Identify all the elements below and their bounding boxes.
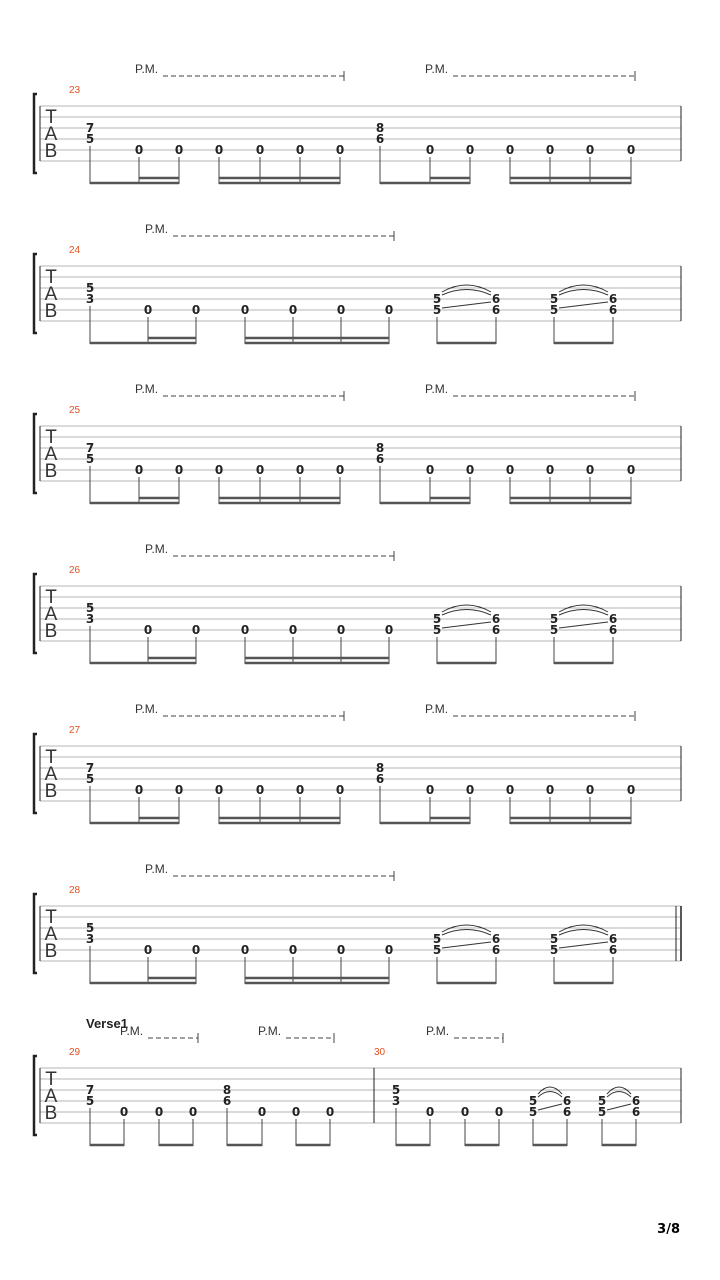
- fret-number: 0: [288, 943, 298, 957]
- bend-arc: [538, 1092, 562, 1098]
- palm-mute-label: P.M.: [145, 222, 169, 236]
- fret-number: 6: [375, 452, 385, 466]
- fret-number: 0: [335, 143, 345, 157]
- fret-number: 0: [255, 143, 265, 157]
- fret-number: 0: [585, 783, 595, 797]
- fret-number: 8: [375, 441, 385, 455]
- slide-line: [442, 622, 491, 628]
- measure-number: 26: [69, 565, 81, 576]
- fret-number: 0: [335, 783, 345, 797]
- fret-number: 6: [562, 1105, 572, 1119]
- fret-number: 0: [240, 943, 250, 957]
- fret-number: 6: [608, 303, 618, 317]
- fret-number: 8: [375, 761, 385, 775]
- system-bracket: [34, 254, 37, 333]
- tab-clef-letter: A: [44, 1086, 58, 1107]
- palm-mute-label: P.M.: [426, 1024, 450, 1038]
- tab-clef-letter: A: [44, 444, 58, 465]
- fret-number: 0: [336, 303, 346, 317]
- fret-number: 0: [143, 303, 153, 317]
- fret-number: 7: [85, 441, 95, 455]
- measure-number: 30: [374, 1047, 386, 1058]
- tab-clef-letter: T: [45, 427, 57, 448]
- fret-number: 0: [191, 303, 201, 317]
- fret-number: 0: [134, 463, 144, 477]
- fret-number: 0: [143, 623, 153, 637]
- tab-clef-letter: B: [44, 1103, 58, 1124]
- fret-number: 5: [85, 1094, 95, 1108]
- fret-number: 0: [460, 1105, 470, 1119]
- bend-arc: [559, 290, 608, 296]
- measure-number: 25: [69, 405, 81, 416]
- tab-clef-letter: B: [44, 941, 58, 962]
- fret-number: 0: [174, 783, 184, 797]
- tab-clef-letter: T: [45, 907, 57, 928]
- fret-number: 0: [291, 1105, 301, 1119]
- fret-number: 5: [85, 452, 95, 466]
- fret-number: 5: [432, 623, 442, 637]
- fret-number: 5: [432, 932, 442, 946]
- fret-number: 5: [549, 932, 559, 946]
- bend-arc: [559, 930, 608, 936]
- palm-mute-label: P.M.: [425, 382, 449, 396]
- fret-number: 6: [491, 943, 501, 957]
- fret-number: 0: [154, 1105, 164, 1119]
- fret-number: 6: [608, 292, 618, 306]
- fret-number: 0: [626, 783, 636, 797]
- fret-number: 3: [85, 612, 95, 626]
- fret-number: 6: [375, 772, 385, 786]
- bend-arc: [442, 930, 491, 936]
- fret-number: 0: [295, 463, 305, 477]
- fret-number: 5: [85, 281, 95, 295]
- slide-line: [442, 942, 491, 948]
- fret-number: 6: [491, 303, 501, 317]
- fret-number: 5: [528, 1105, 538, 1119]
- fret-number: 7: [85, 1083, 95, 1097]
- fret-number: 0: [505, 463, 515, 477]
- fret-number: 0: [240, 623, 250, 637]
- fret-number: 0: [143, 943, 153, 957]
- fret-number: 0: [626, 463, 636, 477]
- palm-mute-label: P.M.: [145, 542, 169, 556]
- fret-number: 0: [134, 783, 144, 797]
- fret-number: 5: [549, 612, 559, 626]
- fret-number: 6: [608, 943, 618, 957]
- fret-number: 0: [191, 623, 201, 637]
- fret-number: 0: [505, 783, 515, 797]
- page-number: 3/8: [657, 1222, 680, 1237]
- fret-number: 8: [375, 121, 385, 135]
- fret-number: 0: [545, 143, 555, 157]
- measure-number: 27: [69, 725, 81, 736]
- fret-number: 0: [214, 143, 224, 157]
- fret-number: 0: [384, 303, 394, 317]
- fret-number: 0: [505, 143, 515, 157]
- fret-number: 7: [85, 761, 95, 775]
- slide-line: [559, 942, 608, 948]
- tab-clef-letter: A: [44, 764, 58, 785]
- fret-number: 0: [288, 623, 298, 637]
- fret-number: 0: [257, 1105, 267, 1119]
- fret-number: 6: [491, 623, 501, 637]
- tab-clef-letter: B: [44, 141, 58, 162]
- tab-clef-letter: T: [45, 1069, 57, 1090]
- section-marker: Verse1: [86, 1016, 128, 1031]
- fret-number: 0: [425, 463, 435, 477]
- fret-number: 5: [597, 1094, 607, 1108]
- bend-arc: [607, 1092, 631, 1098]
- tab-clef-letter: A: [44, 284, 58, 305]
- fret-number: 0: [119, 1105, 129, 1119]
- fret-number: 0: [465, 783, 475, 797]
- fret-number: 0: [191, 943, 201, 957]
- measure-number: 29: [69, 1047, 81, 1058]
- slide-line: [442, 302, 491, 308]
- fret-number: 0: [214, 463, 224, 477]
- fret-number: 0: [255, 783, 265, 797]
- fret-number: 3: [391, 1094, 401, 1108]
- fret-number: 6: [491, 612, 501, 626]
- fret-number: 0: [336, 943, 346, 957]
- system-bracket: [34, 894, 37, 973]
- palm-mute-label: P.M.: [120, 1024, 144, 1038]
- system-bracket: [34, 734, 37, 813]
- fret-number: 6: [491, 932, 501, 946]
- fret-number: 5: [432, 612, 442, 626]
- fret-number: 5: [432, 943, 442, 957]
- fret-number: 0: [465, 143, 475, 157]
- palm-mute-label: P.M.: [135, 382, 159, 396]
- fret-number: 6: [222, 1094, 232, 1108]
- fret-number: 5: [549, 943, 559, 957]
- fret-number: 0: [336, 623, 346, 637]
- fret-number: 5: [528, 1094, 538, 1108]
- fret-number: 0: [494, 1105, 504, 1119]
- palm-mute-label: P.M.: [258, 1024, 282, 1038]
- fret-number: 7: [85, 121, 95, 135]
- fret-number: 5: [391, 1083, 401, 1097]
- slide-line: [559, 622, 608, 628]
- measure-number: 28: [69, 885, 81, 896]
- palm-mute-label: P.M.: [145, 862, 169, 876]
- fret-number: 0: [255, 463, 265, 477]
- system-bracket: [34, 574, 37, 653]
- fret-number: 6: [608, 612, 618, 626]
- fret-number: 6: [608, 932, 618, 946]
- palm-mute-label: P.M.: [135, 62, 159, 76]
- measure-number: 23: [69, 85, 81, 96]
- fret-number: 0: [626, 143, 636, 157]
- system-bracket: [34, 1056, 37, 1135]
- fret-number: 5: [549, 623, 559, 637]
- fret-number: 0: [174, 463, 184, 477]
- fret-number: 0: [325, 1105, 335, 1119]
- fret-number: 6: [491, 292, 501, 306]
- slide-line: [538, 1104, 562, 1110]
- fret-number: 0: [425, 783, 435, 797]
- tab-clef-letter: T: [45, 587, 57, 608]
- fret-number: 0: [545, 783, 555, 797]
- bend-arc: [442, 290, 491, 296]
- fret-number: 0: [545, 463, 555, 477]
- fret-number: 0: [425, 1105, 435, 1119]
- tab-clef-letter: A: [44, 604, 58, 625]
- palm-mute-label: P.M.: [135, 702, 159, 716]
- tab-clef-letter: A: [44, 924, 58, 945]
- fret-number: 6: [608, 623, 618, 637]
- bend-arc: [442, 610, 491, 616]
- fret-number: 0: [214, 783, 224, 797]
- bend-arc: [559, 610, 608, 616]
- fret-number: 5: [85, 772, 95, 786]
- tab-clef-letter: B: [44, 461, 58, 482]
- tab-clef-letter: T: [45, 107, 57, 128]
- fret-number: 0: [384, 623, 394, 637]
- fret-number: 5: [85, 601, 95, 615]
- fret-number: 6: [631, 1094, 641, 1108]
- fret-number: 3: [85, 292, 95, 306]
- fret-number: 6: [631, 1105, 641, 1119]
- tab-clef-letter: B: [44, 301, 58, 322]
- slide-line: [607, 1104, 631, 1110]
- measure-number: 24: [69, 245, 81, 256]
- fret-number: 5: [549, 292, 559, 306]
- tab-clef-letter: B: [44, 781, 58, 802]
- slide-line: [559, 302, 608, 308]
- fret-number: 0: [295, 143, 305, 157]
- fret-number: 0: [465, 463, 475, 477]
- fret-number: 0: [425, 143, 435, 157]
- fret-number: 5: [597, 1105, 607, 1119]
- fret-number: 6: [375, 132, 385, 146]
- fret-number: 5: [432, 303, 442, 317]
- fret-number: 0: [384, 943, 394, 957]
- tab-clef-letter: B: [44, 621, 58, 642]
- fret-number: 0: [188, 1105, 198, 1119]
- fret-number: 0: [174, 143, 184, 157]
- fret-number: 8: [222, 1083, 232, 1097]
- fret-number: 5: [85, 132, 95, 146]
- fret-number: 0: [585, 143, 595, 157]
- fret-number: 3: [85, 932, 95, 946]
- fret-number: 0: [335, 463, 345, 477]
- fret-number: 6: [562, 1094, 572, 1108]
- fret-number: 0: [240, 303, 250, 317]
- fret-number: 5: [549, 303, 559, 317]
- tab-clef-letter: T: [45, 267, 57, 288]
- palm-mute-label: P.M.: [425, 702, 449, 716]
- fret-number: 0: [288, 303, 298, 317]
- fret-number: 0: [134, 143, 144, 157]
- system-bracket: [34, 414, 37, 493]
- fret-number: 0: [585, 463, 595, 477]
- tab-clef-letter: A: [44, 124, 58, 145]
- palm-mute-label: P.M.: [425, 62, 449, 76]
- fret-number: 5: [85, 921, 95, 935]
- fret-number: 5: [432, 292, 442, 306]
- fret-number: 0: [295, 783, 305, 797]
- tab-clef-letter: T: [45, 747, 57, 768]
- system-bracket: [34, 94, 37, 173]
